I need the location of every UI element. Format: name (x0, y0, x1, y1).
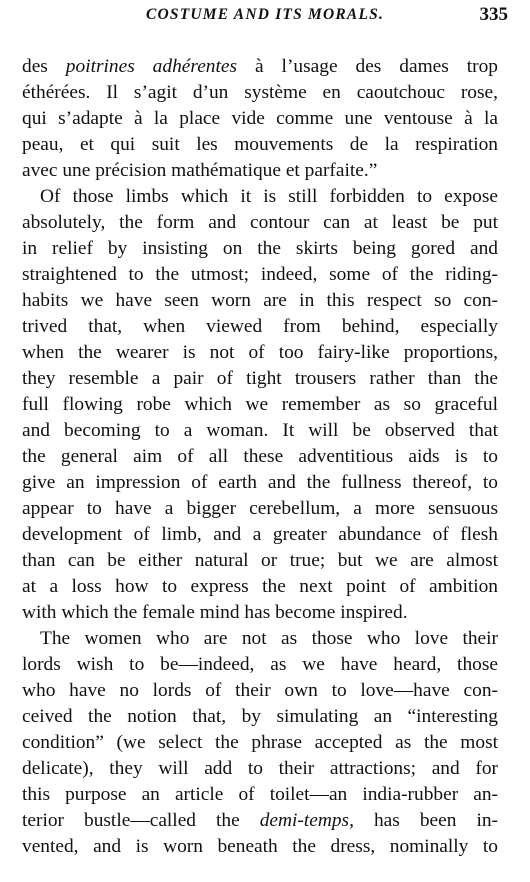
text-line: qui s’adapte à la place vide comme une ventouse à la (22, 108, 498, 129)
emphasis: poitrines adhérentes (65, 56, 238, 77)
text-line: des poitrines adhérentes à l’usage des dames trop (22, 56, 499, 77)
text-line: this purpose an article of toilet—an india-rubber an- (22, 784, 498, 805)
text-line: habits we have seen worn are in this respect so con- (22, 290, 498, 311)
text-line: when the wearer is not of too fairy-like proportions, (22, 342, 498, 363)
emphasis: demi-temps, (259, 810, 354, 831)
running-title: COSTUME AND ITS MORALS. (145, 6, 385, 23)
text-line: with which the female mind has become inspired. (22, 602, 408, 623)
text-line: full flowing robe which we remember as so graceful (22, 394, 498, 415)
text-line: in relief by insisting on the skirts being gored and (22, 238, 498, 259)
page-header (0, 6, 530, 32)
text-line: éthérées. Il s’agit d’un système en caoutchouc rose, (22, 82, 498, 103)
text-line: The women who are not as those who love their (40, 628, 498, 649)
text-line: appear to have a bigger cerebellum, a more sensuous (22, 498, 498, 519)
text-line: lords wish to be—indeed, as we have heard, those (22, 654, 498, 675)
text-line: they resemble a pair of tight trousers rather than the (22, 368, 498, 389)
text-line: terior bustle—called the demi-temps, has been in- (22, 810, 498, 831)
text-line: condition” (we select the phrase accepted as the most (22, 732, 498, 753)
text-line: ceived the notion that, by simulating an “interesting (22, 706, 498, 727)
text-line: trived that, when viewed from behind, especially (22, 316, 498, 337)
text-line: development of limb, and a greater abundance of flesh (22, 524, 498, 545)
page-number: 335 (479, 4, 508, 25)
text-line: who have no lords of their own to love—have con- (22, 680, 498, 701)
text-line: the general aim of all these adventitious aids is to (22, 446, 498, 467)
text-line: than can be either natural or true; but we are almost (22, 550, 498, 571)
text-line: avec une précision mathématique et parfaite.” (22, 160, 378, 181)
text-line: peau, et qui suit les mouvements de la respiration (22, 134, 498, 155)
text-line: vented, and is worn beneath the dress, nominally to (22, 836, 498, 857)
text-line: delicate), they will add to their attractions; and for (22, 758, 498, 779)
text-line: straightened to the utmost; indeed, some of the riding- (22, 264, 498, 285)
text-line: absolutely, the form and contour can at least be put (22, 212, 498, 233)
text-line: give an impression of earth and the fullness thereof, to (22, 472, 498, 493)
text-line: Of those limbs which it is still forbidden to expose (40, 186, 498, 207)
text-line: and becoming to a woman. It will be observed that (22, 420, 498, 441)
text-line: at a loss how to express the next point of ambition (22, 576, 498, 597)
